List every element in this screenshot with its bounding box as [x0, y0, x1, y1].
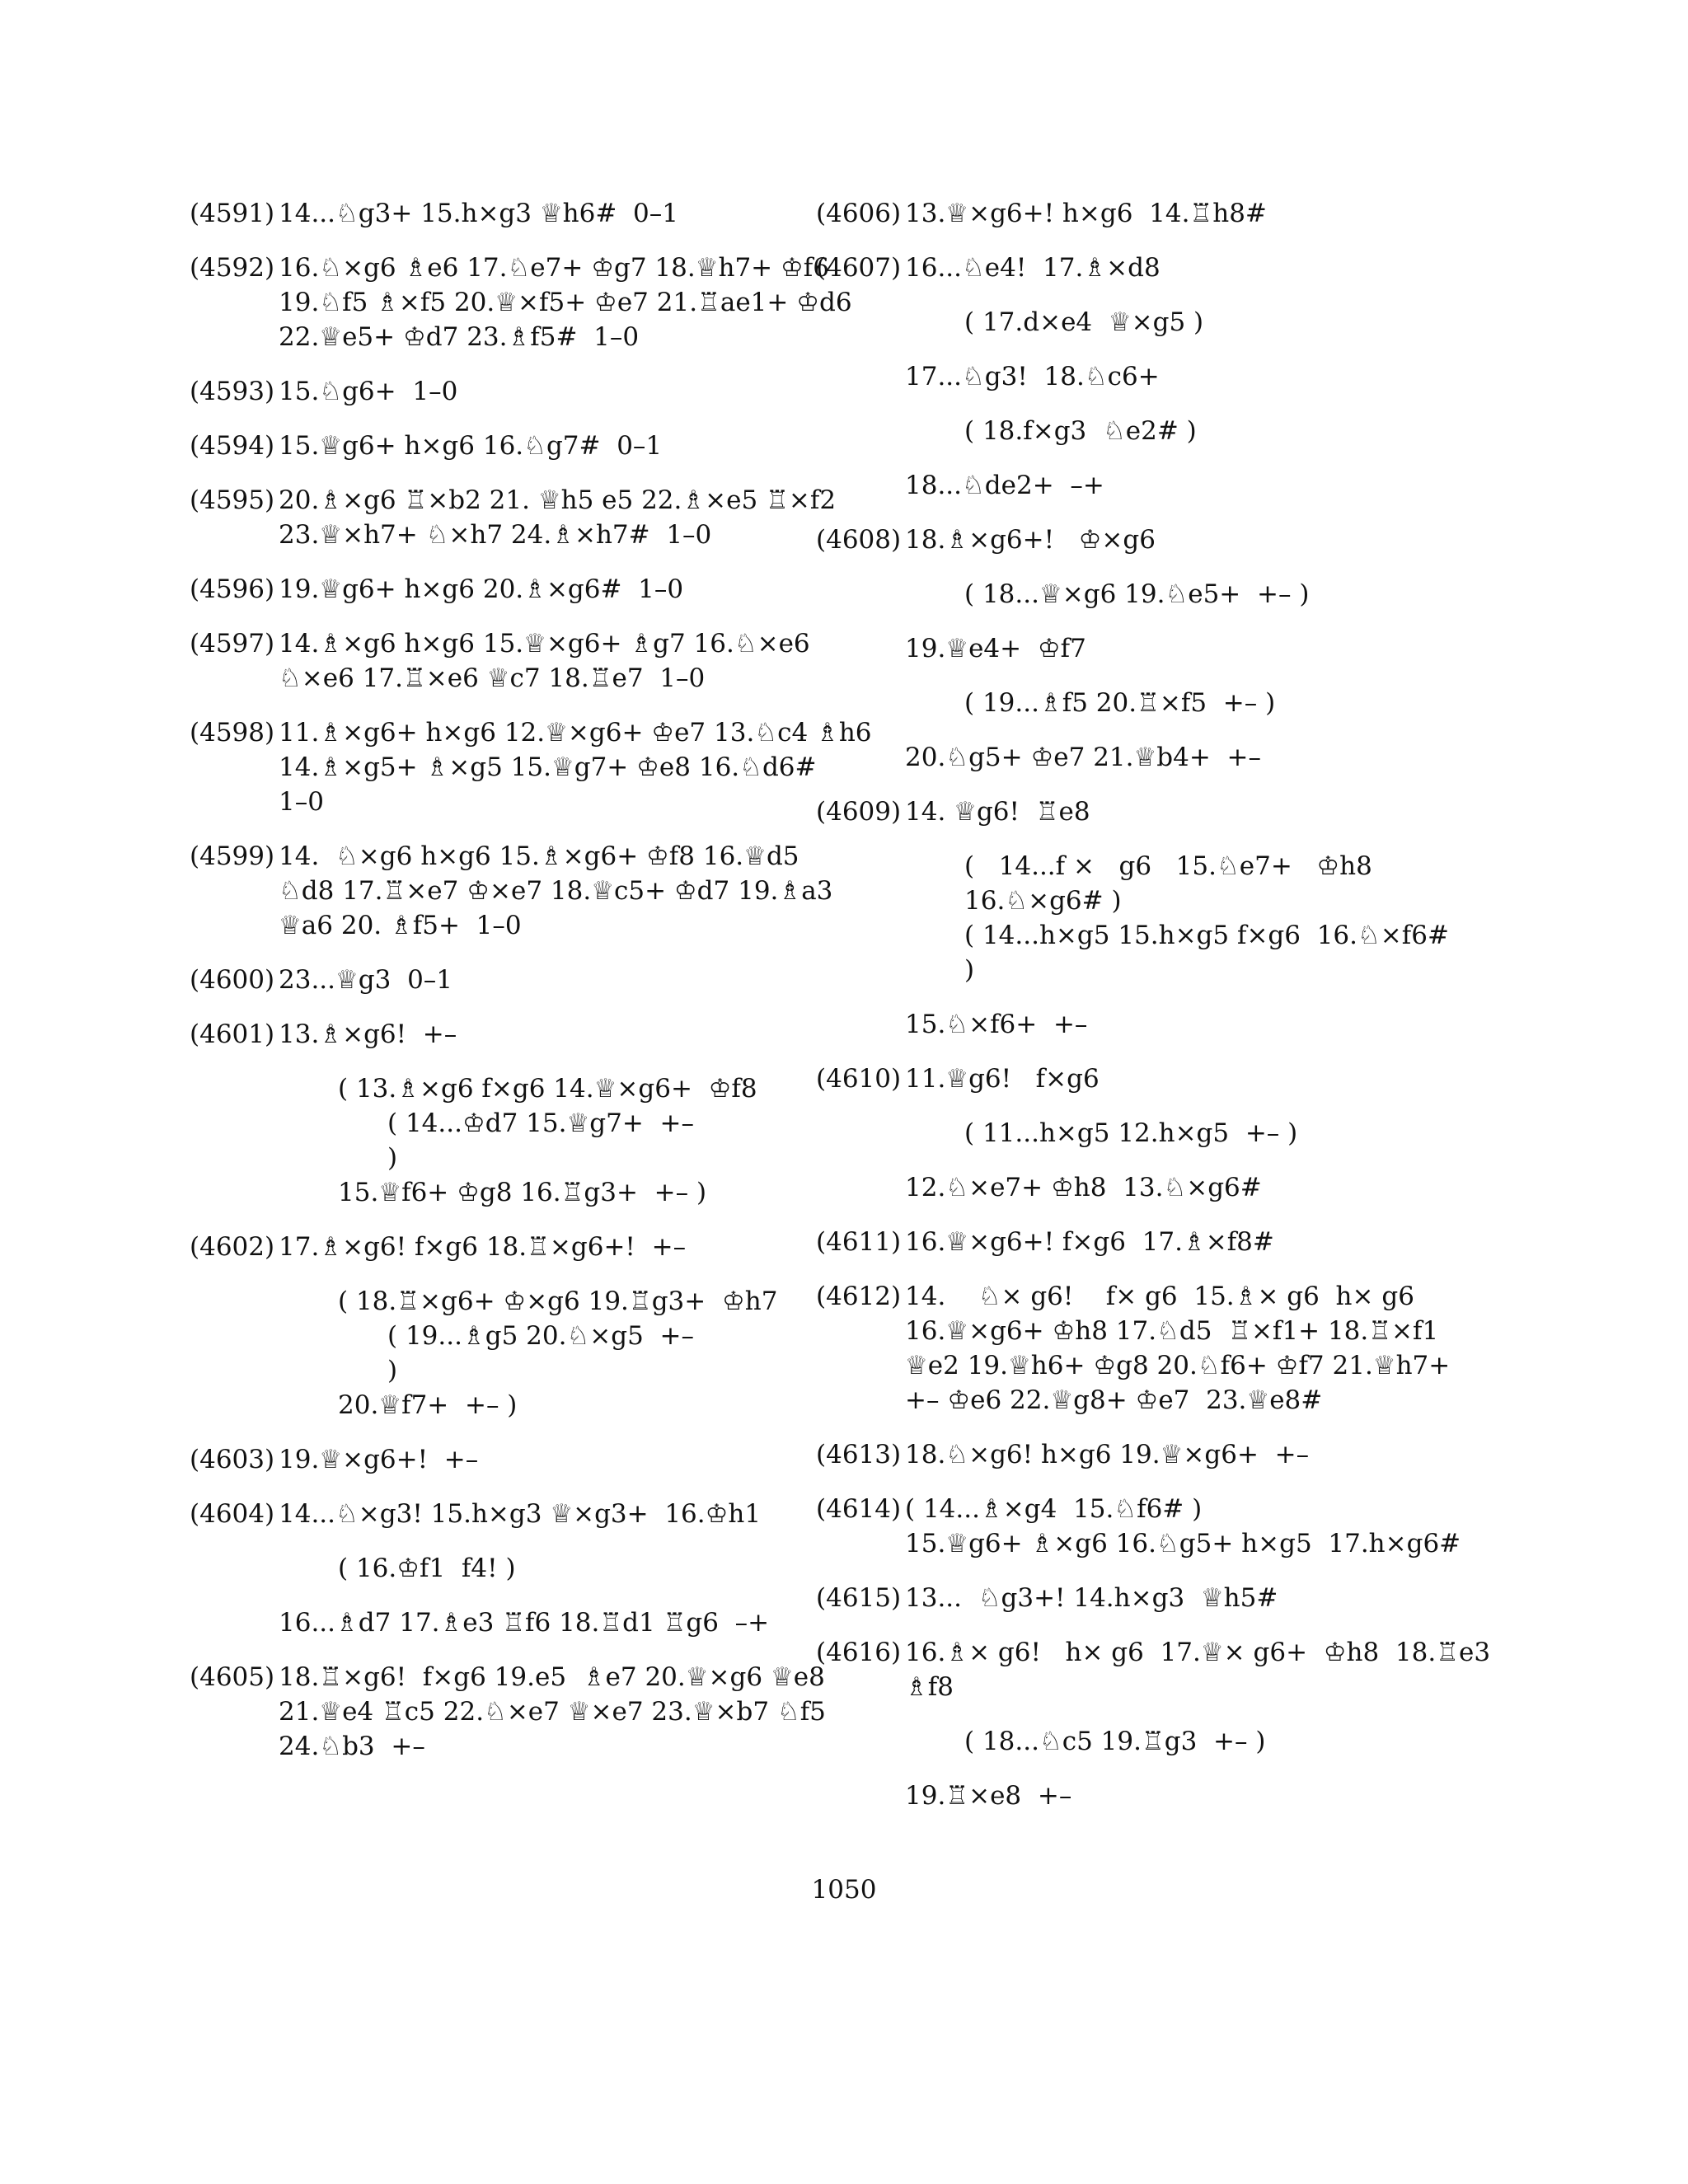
- move-line: 15.♘g6+ 1–0: [279, 377, 458, 406]
- move-line: 21.♕e4 ♖c5 22.♘×e7 ♕×e7 23.♕×b7 ♘f5: [279, 1697, 826, 1727]
- entry-number: (4600): [190, 965, 275, 995]
- entry-number: (4609): [816, 797, 902, 827]
- variation-line: ): [387, 1356, 398, 1385]
- entry-moves: [279, 1017, 816, 1210]
- entry-moves: [905, 1581, 1442, 1615]
- move-entry: [816, 1492, 1461, 1561]
- entry-moves: [905, 1492, 1461, 1561]
- move-line: ♘d8 17.♖×e7 ♔×e7 18.♕c5+ ♔d7 19.♗a3: [279, 876, 833, 906]
- entry-moves: [905, 1279, 1451, 1418]
- line-gap: [279, 1586, 816, 1605]
- entry-moves: [905, 1062, 1442, 1205]
- move-entry: [190, 251, 852, 354]
- move-line: 16.♘×g6 ♗e6 17.♘e7+ ♔g7 18.♕h7+ ♔f6: [279, 253, 829, 283]
- move-entry: [816, 1635, 1491, 1813]
- move-line: 16.♗× g6! h× g6 17.♕× g6+ ♔h8 18.♖e3: [905, 1638, 1491, 1667]
- variation-line: ( 18...♕×g6 19.♘e5+ +– ): [964, 579, 1310, 609]
- entry-moves: [279, 715, 872, 819]
- entry-number: (4598): [190, 718, 275, 748]
- entry-moves: [905, 1437, 1442, 1472]
- entry-moves: [279, 196, 816, 231]
- entry-moves: [905, 251, 1442, 503]
- move-line: 19.♘f5 ♗×f5 20.♕×f5+ ♔e7 21.♖ae1+ ♔d6: [279, 288, 852, 317]
- entry-moves: [279, 1442, 816, 1477]
- move-line: ♕a6 20. ♗f5+ 1–0: [279, 911, 522, 940]
- line-gap: [905, 666, 1442, 686]
- variation-line: ( 18...♘c5 19.♖g3 +– ): [964, 1727, 1266, 1756]
- move-line: 17...♘g3! 18.♘c6+: [905, 362, 1160, 391]
- move-line: 18...♘de2+ –+: [905, 471, 1104, 500]
- line-gap: [905, 829, 1442, 849]
- move-line: 1–0: [279, 787, 324, 817]
- move-entry: [190, 483, 837, 552]
- page-number: 1050: [811, 1875, 877, 1905]
- entry-number: (4594): [190, 431, 275, 461]
- entry-number: (4607): [816, 253, 902, 283]
- entry-moves: [905, 523, 1442, 775]
- variation-line: ( 19...♗f5 20.♖×f5 +– ): [964, 688, 1276, 718]
- move-line: 19.♕×g6+! +–: [279, 1445, 479, 1474]
- entry-moves: [905, 196, 1442, 231]
- variation-line: ( 13.♗×g6 f×g6 14.♕×g6+ ♔f8: [338, 1074, 757, 1104]
- variation-line: ): [387, 1143, 398, 1173]
- move-entry: [816, 1225, 1442, 1259]
- move-line: 24.♘b3 +–: [279, 1732, 425, 1761]
- move-line: ♕e2 19.♕h6+ ♔g8 20.♘f6+ ♔f7 21.♕h7+: [905, 1351, 1451, 1380]
- entry-moves: [279, 839, 833, 943]
- variation-line: ( 18.♖×g6+ ♔×g6 19.♖g3+ ♔h7: [338, 1286, 778, 1316]
- move-line: 18.♗×g6+! ♔×g6: [905, 525, 1156, 555]
- entry-moves: [279, 963, 816, 997]
- move-line: 14. ♘×g6 h×g6 15.♗×g6+ ♔f8 16.♕d5: [279, 841, 799, 871]
- entry-number: (4599): [190, 841, 275, 871]
- entry-number: (4611): [816, 1227, 902, 1257]
- line-gap: [905, 1704, 1442, 1724]
- move-line: ♘×e6 17.♖×e6 ♕c7 18.♖e7 1–0: [279, 663, 706, 693]
- move-line: 13... ♘g3+! 14.h×g3 ♕h5#: [905, 1583, 1278, 1613]
- entry-moves: [279, 429, 816, 463]
- move-entry: [816, 523, 1442, 775]
- entry-number: (4595): [190, 485, 275, 515]
- entry-number: (4612): [816, 1282, 902, 1311]
- entry-number: (4593): [190, 377, 275, 406]
- entry-number: (4602): [190, 1232, 275, 1262]
- line-gap: [905, 720, 1442, 740]
- line-gap: [905, 1759, 1442, 1779]
- move-entry: [190, 1230, 816, 1422]
- entry-moves: [279, 1230, 816, 1422]
- move-line: 13.♕×g6+! h×g6 14.♖h8#: [905, 199, 1267, 228]
- move-line: 18.♖×g6! f×g6 19.e5 ♗e7 20.♕×g6 ♕e8: [279, 1662, 825, 1692]
- variation-line: ( 14...♔d7 15.♕g7+ +–: [387, 1108, 694, 1138]
- entry-moves: [279, 1497, 816, 1640]
- move-entry: [190, 963, 816, 997]
- variation-line: ( 19...♗g5 20.♘×g5 +–: [387, 1321, 694, 1351]
- entry-moves: [905, 1635, 1491, 1813]
- move-line: 11.♕g6! f×g6: [905, 1064, 1100, 1094]
- move-entry: [190, 196, 816, 231]
- move-entry: [190, 572, 816, 607]
- entry-number: (4596): [190, 574, 275, 604]
- move-line: 23...♕g3 0–1: [279, 965, 453, 995]
- move-entry: [190, 715, 872, 819]
- line-gap: [279, 1052, 816, 1071]
- move-line: 14...♘g3+ 15.h×g3 ♕h6# 0–1: [279, 199, 678, 228]
- move-line: 16.♕×g6+ ♔h8 17.♘d5 ♖×f1+ 18.♖×f1: [905, 1316, 1439, 1346]
- variation-line: ( 17.d×e4 ♕×g5 ): [964, 307, 1204, 337]
- variation-line: ( 11...h×g5 12.h×g5 +– ): [964, 1118, 1298, 1148]
- variation-line: ( 18.f×g3 ♘e2# ): [964, 416, 1197, 446]
- line-gap: [279, 1264, 816, 1284]
- move-entry: [816, 1279, 1451, 1418]
- move-line: 16.♕×g6+! f×g6 17.♗×f8#: [905, 1227, 1274, 1257]
- move-line: 19.♕g6+ h×g6 20.♗×g6# 1–0: [279, 574, 684, 604]
- entry-number: (4613): [816, 1440, 902, 1469]
- move-line: ( 14...♗×g4 15.♘f6# ): [905, 1494, 1203, 1524]
- right-column: [816, 196, 1491, 1833]
- entry-moves: [279, 572, 816, 607]
- line-gap: [905, 448, 1442, 468]
- entry-moves: [905, 794, 1449, 1042]
- move-line: +– ♔e6 22.♕g8+ ♔e7 23.♕e8#: [905, 1385, 1323, 1415]
- entry-number: (4616): [816, 1638, 902, 1667]
- entry-number: (4614): [816, 1494, 902, 1524]
- line-gap: [905, 285, 1442, 305]
- entry-number: (4597): [190, 629, 275, 658]
- line-gap: [905, 557, 1442, 577]
- entry-number: (4592): [190, 253, 275, 283]
- move-line: 15.♘×f6+ +–: [905, 1010, 1088, 1039]
- line-gap: [279, 1531, 816, 1551]
- move-line: 14.♗×g5+ ♗×g5 15.♕g7+ ♔e8 16.♘d6#: [279, 752, 817, 782]
- line-gap: [905, 340, 1442, 359]
- move-line: 16...♗d7 17.♗e3 ♖f6 18.♖d1 ♖g6 –+: [279, 1608, 770, 1638]
- move-line: 22.♕e5+ ♔d7 23.♗f5# 1–0: [279, 322, 640, 352]
- move-entry: [816, 251, 1442, 503]
- entry-moves: [279, 251, 852, 354]
- move-line: 14.♗×g6 h×g6 15.♕×g6+ ♗g7 16.♘×e6: [279, 629, 810, 658]
- line-gap: [905, 394, 1442, 414]
- entry-moves: [279, 374, 816, 409]
- move-line: 23.♕×h7+ ♘×h7 24.♗×h7# 1–0: [279, 520, 712, 550]
- entry-moves: [905, 1225, 1442, 1259]
- entry-number: (4608): [816, 525, 902, 555]
- move-entry: [190, 1660, 826, 1764]
- entry-number: (4610): [816, 1064, 902, 1094]
- entry-number: (4603): [190, 1445, 275, 1474]
- move-line: 16...♘e4! 17.♗×d8: [905, 253, 1160, 283]
- variation-line: ( 14...f × g6 15.♘e7+ ♔h8: [964, 851, 1372, 881]
- line-gap: [905, 1151, 1442, 1170]
- move-line: 14...♘×g3! 15.h×g3 ♕×g3+ 16.♔h1: [279, 1499, 762, 1529]
- variation-line: 20.♕f7+ +– ): [338, 1390, 518, 1420]
- entry-number: (4601): [190, 1019, 275, 1049]
- move-line: 17.♗×g6! f×g6 18.♖×g6+! +–: [279, 1232, 687, 1262]
- move-entry: [816, 196, 1442, 231]
- variation-line: 15.♕f6+ ♔g8 16.♖g3+ +– ): [338, 1178, 707, 1207]
- variation-line: 16.♘×g6# ): [964, 886, 1122, 916]
- variation-line: ( 16.♔f1 f4! ): [338, 1554, 516, 1583]
- move-line: 12.♘×e7+ ♔h8 13.♘×g6#: [905, 1173, 1262, 1202]
- move-line: 14. ♘× g6! f× g6 15.♗× g6 h× g6: [905, 1282, 1414, 1311]
- move-line: 14. ♕g6! ♖e8: [905, 797, 1090, 827]
- move-entry: [816, 1581, 1442, 1615]
- move-line: 19.♕e4+ ♔f7: [905, 634, 1086, 663]
- line-gap: [905, 987, 1442, 1007]
- move-entry: [190, 429, 816, 463]
- entry-moves: [279, 1660, 826, 1764]
- move-line: 11.♗×g6+ h×g6 12.♕×g6+ ♔e7 13.♘c4 ♗h6: [279, 718, 872, 748]
- move-entry: [190, 1017, 816, 1210]
- entry-number: (4615): [816, 1583, 902, 1613]
- move-entry: [816, 1062, 1442, 1205]
- entry-number: (4591): [190, 199, 275, 228]
- entry-moves: [279, 483, 837, 552]
- move-line: ♗f8: [905, 1672, 954, 1702]
- variation-line: ): [964, 955, 975, 985]
- entry-number: (4604): [190, 1499, 275, 1529]
- move-line: 20.♗×g6 ♖×b2 21. ♕h5 e5 22.♗×e5 ♖×f2: [279, 485, 837, 515]
- entry-number: (4606): [816, 199, 902, 228]
- line-gap: [905, 1096, 1442, 1116]
- move-line: 18.♘×g6! h×g6 19.♕×g6+ +–: [905, 1440, 1310, 1469]
- line-gap: [905, 612, 1442, 631]
- move-entry: [816, 1437, 1442, 1472]
- entry-number: (4605): [190, 1662, 275, 1692]
- move-entry: [190, 1497, 816, 1640]
- move-entry: [816, 794, 1449, 1042]
- move-entry: [190, 1442, 816, 1477]
- move-entry: [190, 374, 816, 409]
- move-line: 13.♗×g6! +–: [279, 1019, 457, 1049]
- move-entry: [190, 626, 816, 696]
- move-entry: [190, 839, 833, 943]
- entry-moves: [279, 626, 816, 696]
- variation-line: ( 14...h×g5 15.h×g5 f×g6 16.♘×f6#: [964, 921, 1449, 950]
- move-line: 20.♘g5+ ♔e7 21.♕b4+ +–: [905, 743, 1262, 772]
- move-line: 19.♖×e8 +–: [905, 1781, 1072, 1811]
- move-line: 15.♕g6+ ♗×g6 16.♘g5+ h×g5 17.h×g6#: [905, 1529, 1461, 1558]
- move-line: 15.♕g6+ h×g6 16.♘g7# 0–1: [279, 431, 663, 461]
